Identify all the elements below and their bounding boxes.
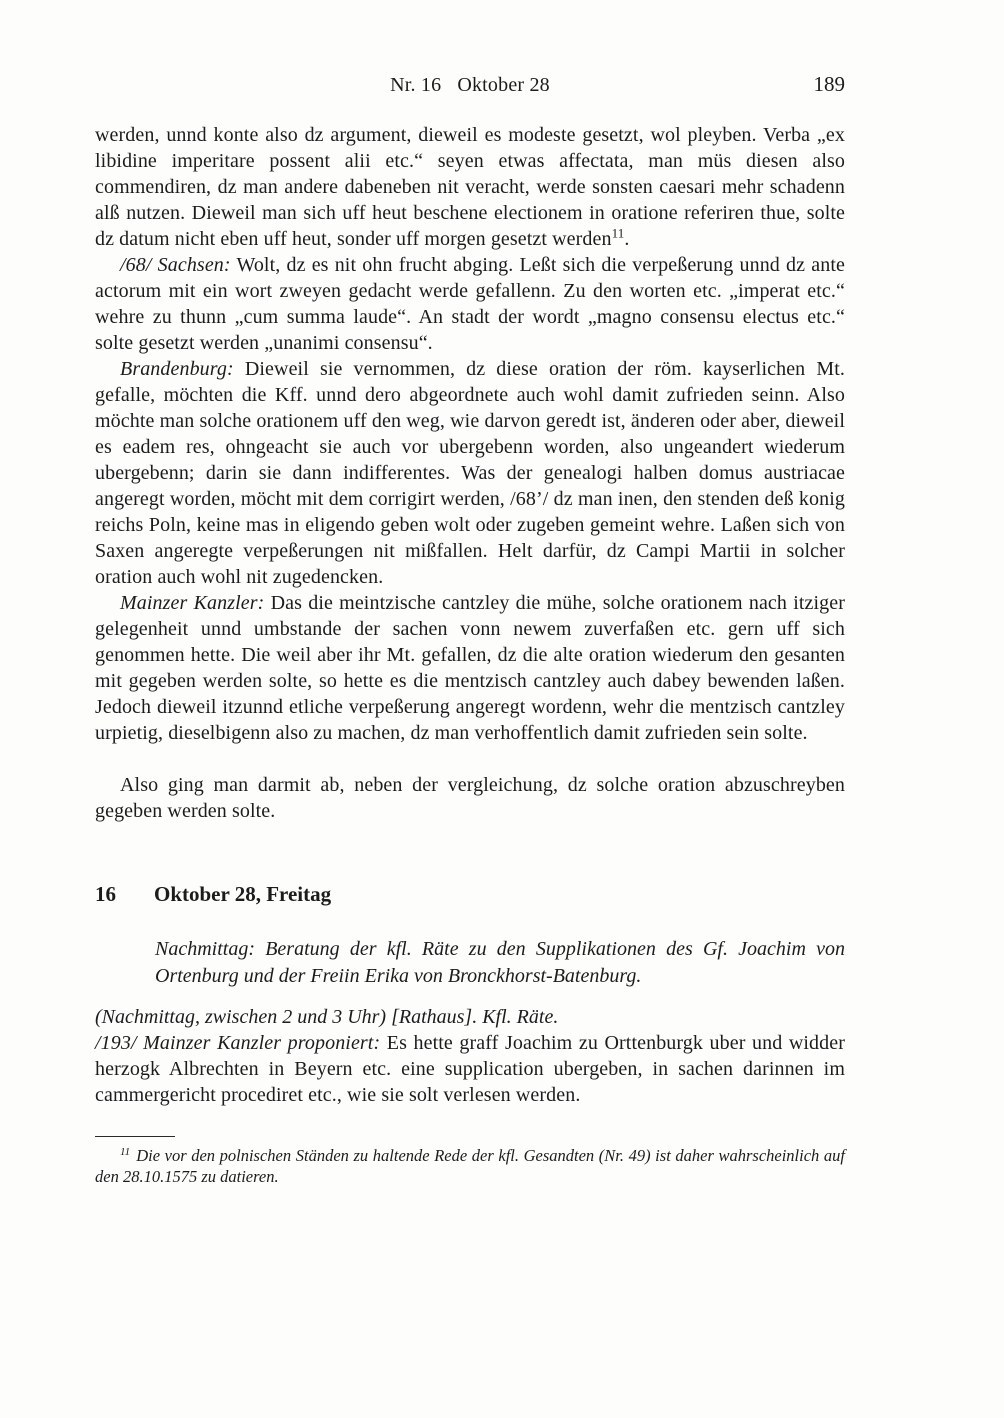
section-summary: Nachmittag: Beratung der kfl. Räte zu den Supplikationen des Gf. Joachim von Ortenburg und der Freiin Erika von Bronckhorst-Batenburg.	[155, 938, 845, 987]
running-title	[95, 72, 845, 98]
section-heading	[95, 880, 845, 908]
paragraph-mainzer-kanzler	[95, 590, 845, 746]
section-title: Oktober 28, Freitag	[154, 882, 332, 906]
paragraph-text-end: .	[624, 228, 630, 250]
session-info: (Nachmittag, zwischen 2 und 3 Uhr) [Rathaus]. Kfl. Räte.	[95, 1006, 559, 1028]
paragraph-text: Es hette graff Joachim zu Orttenburgk uber und widder herzogk Albrechten in Beyern etc. eine supplication ubergeben, in sachen darinnen im cammergericht procediret etc., wie sie solt verlesen werden.	[95, 1032, 845, 1106]
running-title-date: Oktober 28	[457, 74, 550, 96]
footnote-reference: 11	[611, 225, 625, 241]
running-title-chapter: Nr. 16	[390, 74, 442, 96]
speaker-label-mainzer-kanzler: Mainzer Kanzler:	[120, 592, 265, 614]
page-header	[95, 72, 845, 98]
paragraph-continuation	[95, 122, 845, 252]
footnote-separator	[95, 1136, 175, 1137]
footnote	[95, 1145, 845, 1187]
section-number: 16	[95, 882, 116, 906]
paragraph-text: Also ging man darmit ab, neben der vergleichung, dz solche oration abzuschreyben gegeben werden solte.	[95, 774, 845, 822]
paragraph-sachsen	[95, 252, 845, 356]
text-block	[95, 122, 845, 1187]
footnote-text: Die vor den polnischen Ständen zu haltende Rede der kfl. Gesandten (Nr. 49) ist daher wahrscheinlich auf den 28.10.1575 zu datieren.	[95, 1146, 845, 1186]
paragraph-text: Wolt, dz es nit ohn frucht abging. Leßt sich die verpeßerung unnd dz ante actorum mit ein wort zweyen gedacht werde gefallenn. Zu den worten etc. „imperat etc.“ wehre zu thunn „cum summa laude“. An stadt der wordt „magno consensu electus etc.“ solte gesetzt werden „unanimi consensu“.	[95, 254, 845, 354]
footnote-marker: 11	[120, 1145, 131, 1158]
speaker-label-sachsen: /68/ Sachsen:	[120, 254, 231, 276]
paragraph-text: Das die meintzische cantzley die mühe, solche orationem nach itziger gelegenheit unnd umbstande der sachen vonn newem zuverfaßen etc. gern uff sich genommen hette. Die weil aber ihr Mt. gefallen, dz die alte oration wiederum den gesanten mit gegeben werden solte, so hette es die mentzisch cantzley auch dabey bewenden laßen. Jedoch dieweil itzunnd etliche verpeßerung angeregt wordenn, wehr die mentzisch cantzley urpietig, dieselbigenn also zu machen, dz man verhoffentlich damit zufrieden sein solte.	[95, 592, 845, 744]
paragraph-supplication	[95, 1030, 845, 1108]
speaker-label-brandenburg: Brandenburg:	[120, 358, 234, 380]
paragraph-text: Dieweil sie vernommen, dz diese oration der röm. kayserlichen Mt. gefalle, möchten die Kff. unnd dero abgeordnete auch wohl damit zufrieden seinn. Also möchte man solche orationem uff den weg, wie darvon geredt ist, änderen oder aber, dieweil es eadem res, ohngeacht sie auch vor ubergebenn worden, also ungeandert wiederum ubergebenn; darin sie dann indifferentes. Was der genealogi halben domus austriacae angeregt worden, möcht mit dem corrigirt werden, /68’/ dz man inen, den stenden deß konig reichs Poln, keine mas in eligendo geben wolt oder zugeben gemeint wehre. Laßen sich von Saxen angeregte verpeßerungen nit mißfallen. Helt darfür, dz Campi Martii in solcher oration auch wohl nit zugedencken.	[95, 358, 845, 588]
paragraph-brandenburg	[95, 356, 845, 590]
paragraph-text: werden, unnd konte also dz argument, dieweil es modeste gesetzt, wol pleyben. Verba „ex libidine imperitare possent alii etc.“ seyen etwas affectata, man müs diesen also commendiren, dz man andere dabeneben nit veracht, werde sonsten caesari mehr schadenn alß nutzen. Dieweil man sich uff heut beschene electionem in oratione referiren thue, solte dz datum nicht eben uff heut, sonder uff morgen gesetzt werden	[95, 124, 845, 250]
speaker-label-proponiert: /193/ Mainzer Kanzler proponiert:	[95, 1032, 381, 1054]
page-number: 189	[813, 72, 845, 96]
paragraph-closing	[95, 772, 845, 824]
